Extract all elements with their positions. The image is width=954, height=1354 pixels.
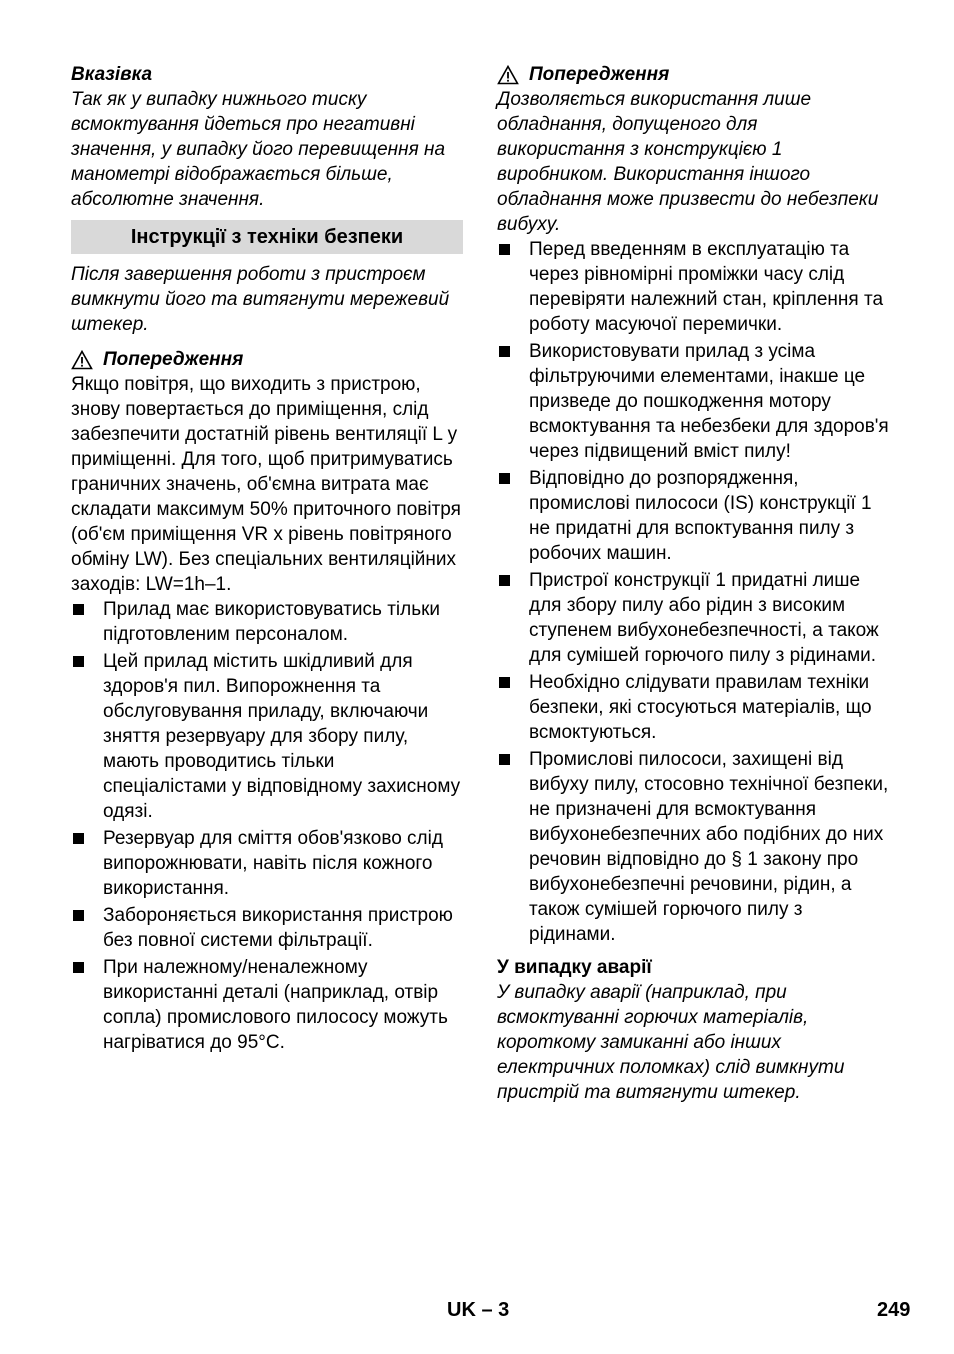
list-item: Використовувати прилад з усіма фільтруючими елементами, інакше це призведе до пошкодження мотору всмоктування та небезбеки для здоров'я через підвищений вміст пилу!: [497, 339, 889, 464]
list-item: Пристрої конструкції 1 придатні лише для збору пилу або рідин з високим ступенем вибухонебезпечності, а також для сумішей горючого пилу з рідинами.: [497, 568, 889, 668]
warning-text-right: Дозволяється використання лише обладнання, допущеного для використання з конструкцією 1 виробником. Використання іншого обладнання може призвести до небезпеки вибуху.: [497, 89, 879, 235]
list-item: Прилад має використовуватись тільки підготовленим персоналом.: [71, 597, 463, 647]
note-text: Так як у випадку нижнього тиску всмоктування йдеться про негативні значення, у випадку його перевищення на манометрі відображається більше, абсолютне значення.: [71, 89, 446, 210]
warning-heading-text-right: Попередження: [529, 64, 670, 85]
warning-text-left: Якщо повітря, що виходить з пристрою, знову повертається до приміщення, слід забезпечити достатній рівень вентиляції L у приміщенні. Для того, щоб притримуватись граничних значень, об'ємна витрата має складати максимум 50% приточного повітря (об'єм приміщення VR x рівень повітряного обміну LW). Без спеціальних вентиляційних заходів: LW=1h–1.: [71, 374, 461, 595]
list-item: Резервуар для сміття обов'язково слід випорожнювати, навіть після кожного використання.: [71, 826, 463, 901]
list-item: Промислові пилососи, захищені від вибуху пилу, стосовно технічної безпеки, не призначені для всмоктування вибухонебезпечних або подібних до них речовин відповідно до § 1 закону про вибухонебезпечні речовини, рідин, а також сумішей горючого пилу з рідинами.: [497, 747, 889, 947]
right-column: [497, 62, 889, 1105]
bullet-square-icon: [499, 473, 510, 484]
bullet-square-icon: [499, 754, 510, 765]
section-title: Інструкції з техніки безпеки: [130, 226, 404, 248]
bullet-square-icon: [73, 910, 84, 921]
bullet-square-icon: [499, 677, 510, 688]
safety-list-left: [71, 597, 463, 1055]
accident-text: У випадку аварії (наприклад, при всмоктуванні горючих матеріалів, короткому замиканні або інших електричних поломках) слід вимкнути пристрій та витягнути штекер.: [497, 982, 845, 1103]
bullet-square-icon: [73, 962, 84, 973]
accident-heading: У випадку аварії: [497, 957, 652, 978]
list-item: Відповідно до розпорядження, промислові пилососи (IS) конструкції 1 не придатні для вспоктування пилу з робочих машин.: [497, 466, 889, 566]
section-title-bar: [71, 220, 463, 254]
list-item: Цей прилад містить шкідливий для здоров'я пил. Випорожнення та обслуговування приладу, включаючи зняття резервуару для збору пилу, мають проводитись тільки спеціалістами у відповідному захисному одязі.: [71, 649, 463, 824]
bullet-square-icon: [499, 244, 510, 255]
safety-list-right: [497, 237, 889, 947]
list-item: При належному/неналежному використанні деталі (наприклад, отвір сопла) промислового пилососу можуть нагріватися до 95°C.: [71, 955, 463, 1055]
warning-triangle-icon: [71, 350, 93, 370]
warning-heading-right: [497, 62, 889, 87]
warning-heading-text-left: Попередження: [103, 349, 244, 370]
bullet-square-icon: [499, 346, 510, 357]
warning-heading-left: [71, 347, 463, 372]
list-item: Перед введенням в експлуатацію та через рівномірні проміжки часу слід перевіряти належний стан, кріплення та роботу масуючої перемички.: [497, 237, 889, 337]
footer-section-label: UK – 3: [447, 1299, 510, 1321]
bullet-square-icon: [73, 604, 84, 615]
list-item: Забороняється використання пристрою без повної системи фільтрації.: [71, 903, 463, 953]
bullet-square-icon: [73, 656, 84, 667]
warning-triangle-icon: [497, 65, 519, 85]
note-heading: Вказівка: [71, 64, 153, 85]
bullet-square-icon: [73, 833, 84, 844]
page-number: 249: [877, 1299, 911, 1321]
left-column: [71, 62, 463, 1057]
bullet-square-icon: [499, 575, 510, 586]
list-item: Необхідно слідувати правилам техніки безпеки, які стосуються матеріалів, що всмоктуються.: [497, 670, 889, 745]
section-intro: Після завершення роботи з пристроєм вимкнути його та витягнути мережевий штекер.: [71, 264, 450, 335]
